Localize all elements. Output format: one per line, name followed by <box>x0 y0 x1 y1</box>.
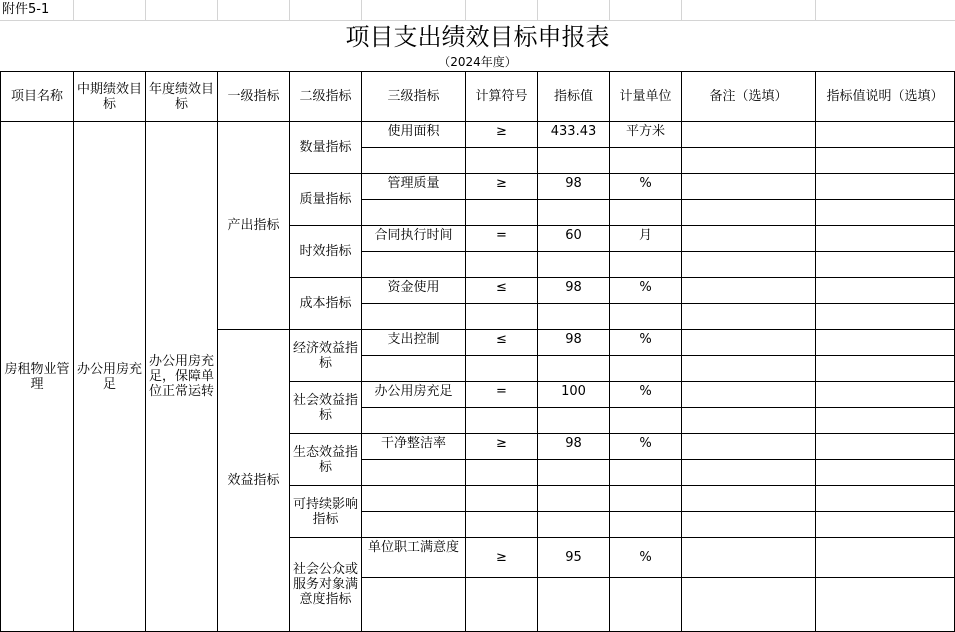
empty-cell <box>538 512 610 538</box>
value-note-cell[interactable] <box>816 486 955 512</box>
symbol-cell: ≥ <box>466 538 538 578</box>
empty-cell <box>538 200 610 226</box>
remark-cell[interactable] <box>682 226 816 252</box>
empty-cell <box>466 304 538 330</box>
remark-cell[interactable] <box>682 434 816 460</box>
value-note-cell[interactable] <box>816 330 955 356</box>
level1-output-cell: 产出指标 <box>218 122 290 330</box>
remark-cell[interactable] <box>682 122 816 148</box>
empty-cell <box>362 304 466 330</box>
symbol-cell: ≤ <box>466 330 538 356</box>
value-note-cell[interactable] <box>816 356 955 382</box>
level2-cell: 社会效益指标 <box>290 382 362 434</box>
table-header-row <box>1 72 955 122</box>
level3-cell: 办公用房充足 <box>362 382 466 408</box>
unit-cell: % <box>610 538 682 578</box>
empty-cell <box>466 148 538 174</box>
symbol-cell: = <box>466 382 538 408</box>
remark-cell[interactable] <box>682 578 816 632</box>
empty-cell <box>362 460 466 486</box>
empty-cell <box>362 200 466 226</box>
symbol-cell: ≥ <box>466 174 538 200</box>
remark-cell[interactable] <box>682 330 816 356</box>
remark-cell[interactable] <box>682 382 816 408</box>
remark-cell[interactable] <box>682 174 816 200</box>
empty-cell <box>610 408 682 434</box>
empty-cell <box>538 356 610 382</box>
value-note-cell[interactable] <box>816 122 955 148</box>
empty-cell <box>538 148 610 174</box>
sheet-gridline <box>361 0 362 20</box>
value-note-cell[interactable] <box>816 226 955 252</box>
empty-cell <box>466 578 538 632</box>
empty-cell <box>466 512 538 538</box>
empty-cell <box>610 148 682 174</box>
empty-cell <box>610 200 682 226</box>
header-cell: 中期绩效目标 <box>74 72 146 122</box>
value-note-cell[interactable] <box>816 252 955 278</box>
empty-cell <box>362 578 466 632</box>
value-note-cell[interactable] <box>816 200 955 226</box>
empty-cell <box>466 252 538 278</box>
empty-cell <box>538 460 610 486</box>
sheet-gridline <box>145 0 146 20</box>
unit-cell <box>610 486 682 512</box>
unit-cell: % <box>610 382 682 408</box>
unit-cell: % <box>610 330 682 356</box>
remark-cell[interactable] <box>682 408 816 434</box>
unit-cell: % <box>610 434 682 460</box>
remark-cell[interactable] <box>682 304 816 330</box>
sheet-gridline <box>217 0 218 20</box>
unit-cell: % <box>610 174 682 200</box>
unit-cell: 平方米 <box>610 122 682 148</box>
value-cell: 98 <box>538 278 610 304</box>
level2-cell: 成本指标 <box>290 278 362 330</box>
symbol-cell: = <box>466 226 538 252</box>
header-cell: 备注（选填） <box>682 72 816 122</box>
level2-cell: 社会公众或服务对象满意度指标 <box>290 538 362 632</box>
value-cell: 433.43 <box>538 122 610 148</box>
remark-cell[interactable] <box>682 278 816 304</box>
level2-cell: 可持续影响指标 <box>290 486 362 538</box>
level3-cell: 干净整洁率 <box>362 434 466 460</box>
empty-cell <box>362 148 466 174</box>
level3-cell: 管理质量 <box>362 174 466 200</box>
header-cell: 年度绩效目标 <box>146 72 218 122</box>
value-cell: 98 <box>538 174 610 200</box>
header-cell: 三级指标 <box>362 72 466 122</box>
empty-cell <box>362 512 466 538</box>
value-note-cell[interactable] <box>816 408 955 434</box>
level3-cell: 使用面积 <box>362 122 466 148</box>
sheet-gridline <box>609 0 610 20</box>
header-cell: 指标值 <box>538 72 610 122</box>
value-note-cell[interactable] <box>816 538 955 578</box>
level2-cell: 质量指标 <box>290 174 362 226</box>
value-cell: 60 <box>538 226 610 252</box>
level2-cell: 数量指标 <box>290 122 362 174</box>
level2-cell: 时效指标 <box>290 226 362 278</box>
remark-cell[interactable] <box>682 538 816 578</box>
empty-cell <box>610 356 682 382</box>
header-cell: 指标值说明（选填） <box>816 72 955 122</box>
level3-cell: 支出控制 <box>362 330 466 356</box>
remark-cell[interactable] <box>682 148 816 174</box>
remark-cell[interactable] <box>682 356 816 382</box>
mid-term-goal-cell: 办公用房充足 <box>74 122 146 632</box>
level2-cell: 经济效益指标 <box>290 330 362 382</box>
value-note-cell[interactable] <box>816 578 955 632</box>
value-note-cell[interactable] <box>816 174 955 200</box>
value-cell: 100 <box>538 382 610 408</box>
symbol-cell: ≤ <box>466 278 538 304</box>
value-note-cell[interactable] <box>816 278 955 304</box>
empty-cell <box>610 460 682 486</box>
attachment-label: 附件5-1 <box>2 2 50 17</box>
header-cell: 二级指标 <box>290 72 362 122</box>
sheet-gridline <box>289 0 290 20</box>
empty-cell <box>466 408 538 434</box>
level3-cell: 合同执行时间 <box>362 226 466 252</box>
value-note-cell[interactable] <box>816 460 955 486</box>
empty-cell <box>610 252 682 278</box>
page-title: 项目支出绩效目标申报表 <box>345 23 610 51</box>
value-cell: 98 <box>538 330 610 356</box>
value-note-cell[interactable] <box>816 304 955 330</box>
empty-cell <box>538 578 610 632</box>
symbol-cell <box>466 486 538 512</box>
remark-cell[interactable] <box>682 252 816 278</box>
symbol-cell: ≥ <box>466 122 538 148</box>
empty-cell <box>362 252 466 278</box>
header-cell: 一级指标 <box>218 72 290 122</box>
remark-cell[interactable] <box>682 200 816 226</box>
empty-cell <box>466 460 538 486</box>
value-note-cell[interactable] <box>816 148 955 174</box>
remark-cell[interactable] <box>682 512 816 538</box>
sheet-gridline <box>815 0 816 20</box>
level1-benefit-cell: 效益指标 <box>218 330 290 632</box>
empty-cell <box>610 512 682 538</box>
value-note-cell[interactable] <box>816 434 955 460</box>
empty-cell <box>538 304 610 330</box>
unit-cell: % <box>610 278 682 304</box>
level2-cell: 生态效益指标 <box>290 434 362 486</box>
header-cell: 计量单位 <box>610 72 682 122</box>
value-note-cell[interactable] <box>816 512 955 538</box>
year-subtitle: （2024年度） <box>438 55 517 69</box>
value-cell: 95 <box>538 538 610 578</box>
table-row <box>1 122 955 148</box>
empty-cell <box>362 356 466 382</box>
empty-cell <box>538 252 610 278</box>
empty-cell <box>610 304 682 330</box>
empty-cell <box>538 408 610 434</box>
performance-target-table <box>0 71 955 632</box>
level3-cell: 资金使用 <box>362 278 466 304</box>
project-name-cell: 房租物业管理 <box>1 122 74 632</box>
value-note-cell[interactable] <box>816 382 955 408</box>
symbol-cell: ≥ <box>466 434 538 460</box>
sheet-gridline <box>537 0 538 20</box>
sheet-gridline <box>73 0 74 20</box>
sheet-gridline <box>681 0 682 20</box>
sheet-gridline <box>465 0 466 20</box>
header-cell: 项目名称 <box>1 72 74 122</box>
empty-cell <box>466 356 538 382</box>
header-cell: 计算符号 <box>466 72 538 122</box>
remark-cell[interactable] <box>682 460 816 486</box>
remark-cell[interactable] <box>682 486 816 512</box>
empty-cell <box>610 578 682 632</box>
empty-cell <box>466 200 538 226</box>
empty-cell <box>362 408 466 434</box>
unit-cell: 月 <box>610 226 682 252</box>
level3-cell: 单位职工满意度 <box>362 538 466 578</box>
value-cell: 98 <box>538 434 610 460</box>
level3-cell <box>362 486 466 512</box>
value-cell <box>538 486 610 512</box>
annual-goal-cell: 办公用房充足，保障单位正常运转 <box>146 122 218 632</box>
